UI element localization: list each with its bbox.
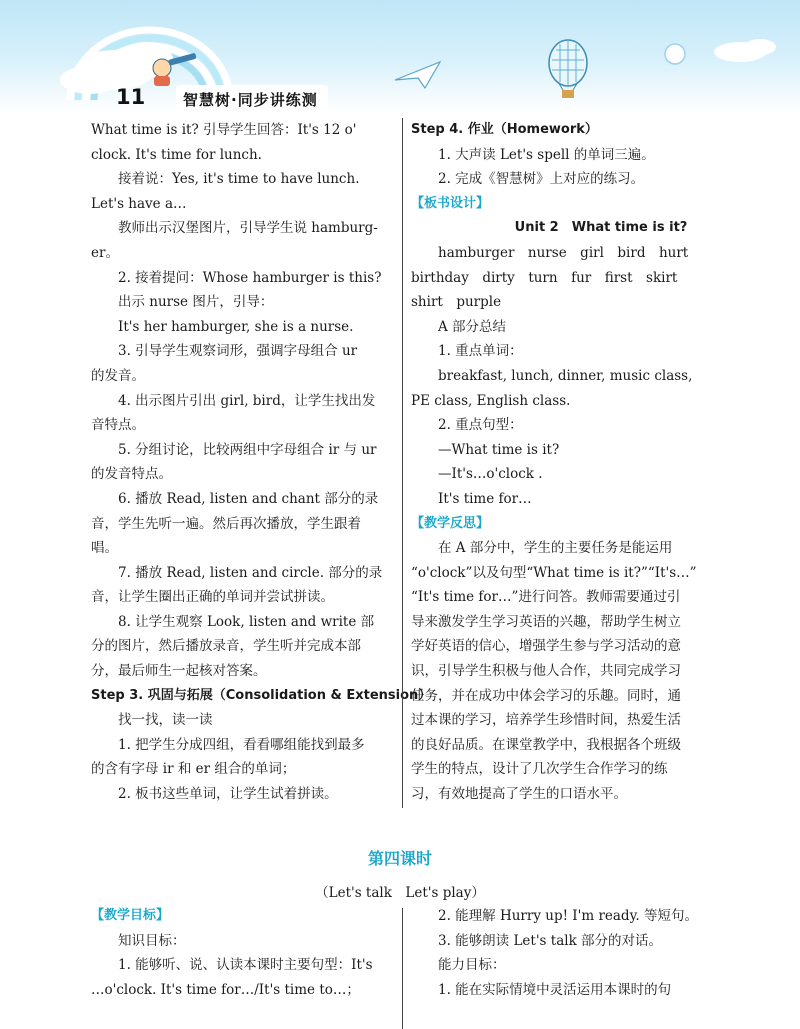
text-line: 在 A 部分中，学生的主要任务是能运用 [438,540,673,557]
text-line: 的良好品质。在课堂教学中，我根据各个班级 [411,736,681,753]
text-line: —What time is it? [438,441,560,458]
text-line: 1. 重点单词： [438,343,523,360]
text-line: What time is it? 引导学生回答：It's 12 o' [91,122,357,138]
text-line: 2. 板书这些单词，让学生试着拼读。 [118,786,338,803]
text-line: 任务，并在成功中体会学习的乐趣。同时，通 [411,687,681,704]
lesson-subtitle: （Let's talk Let's play） [315,885,485,901]
text-line: 的发音。 [91,367,145,384]
text-line: Let's have a… [91,195,187,212]
right-column [411,118,791,807]
section-tag: 【教学反思】 [411,515,490,531]
text-line: …o'clock. It's time for…/It's time to…； [91,981,360,998]
text-line: “o'clock”以及句型“What time is it?”“It's…” [411,564,697,581]
text-line: PE class, English class. [411,392,571,409]
text-line: 3. 能够朗读 Let's talk 部分的对话。 [438,932,663,949]
column-divider [402,118,403,808]
text-line: birthday dirty turn fur first skirt [411,269,678,286]
text-line: 找一找，读一读 [118,712,213,729]
text-line: 2. 重点句型： [438,417,523,434]
text-line: 的发音特点。 [91,466,172,483]
text-line: It's her hamburger, she is a nurse. [118,318,354,335]
section-tag: 【教学目标】 [91,908,170,923]
text-line: hamburger nurse girl bird hurt [438,244,689,261]
page-header [0,0,800,112]
text-line: —It's…o'clock . [438,466,543,483]
text-line: It's time for… [438,490,532,507]
text-line: 音，学生先听一遍。然后再次播放，学生跟着 [91,515,361,532]
text-line: A 部分总结 [438,318,507,335]
hot-air-balloon-illustration [549,40,587,98]
text-line: er。 [91,244,119,261]
section-heading: Unit 2 What time is it? [514,220,688,236]
text-line: 8. 让学生观察 Look, listen and write 部 [118,613,375,630]
series-title: 智慧树·同步讲练测 [183,91,318,109]
text-line: 接着说：Yes, it's time to have lunch. [118,171,360,188]
text-line: 1. 把学生分成四组，看看哪组能找到最多 [118,736,365,753]
text-line: 1. 大声读 Let's spell 的单词三遍。 [438,146,655,163]
text-line: 5. 分组讨论，比较两组中字母组合 ir 与 ur [118,441,377,458]
text-line: 过本课的学习，培养学生珍惜时间，热爱生活 [411,712,681,729]
text-line: 3. 引导学生观察词形，强调字母组合 ur [118,343,358,360]
text-line: 能力目标： [438,957,506,974]
sun-illustration [665,44,685,64]
bottom-column-divider [402,908,403,1029]
text-line: 7. 播放 Read, listen and circle. 部分的录 [118,564,383,581]
text-line: 知识目标： [118,932,186,949]
text-line: 分，最后师生一起核对答案。 [91,663,267,680]
text-line: 出示 nurse 图片，引导： [118,294,274,311]
text-line: 导来激发学生学习英语的兴趣，帮助学生树立 [411,613,681,630]
text-line: 1. 能在实际情境中灵活运用本课时的句 [438,981,672,998]
text-line: breakfast, lunch, dinner, music class, [438,367,693,384]
section-tag: 【板书设计】 [411,195,490,211]
paper-plane-illustration [395,62,440,88]
text-line: 唱。 [91,540,118,557]
text-line: 学好英语的信心，增强学生参与学习活动的意 [411,638,681,655]
section-heading: Step 3. 巩固与拓展（Consolidation & Extension） [91,687,432,703]
text-line: 2. 完成《智慧树》上对应的练习。 [438,171,645,188]
lesson-title: 第四课时 [367,849,432,868]
bottom-right-column [411,904,791,1002]
text-line: 1. 能够听、说、认读本课时主要句型：It's [118,957,373,974]
text-line: shirt purple [411,294,502,311]
section-heading: Step 4. 作业（Homework） [411,122,598,137]
text-line: 识，引导学生积极与他人合作，共同完成学习 [411,663,681,680]
page-number: 11 [116,85,146,109]
text-line: 2. 接着提问：Whose hamburger is this? [118,269,382,286]
text-line: 2. 能理解 Hurry up! I'm ready. 等短句。 [438,908,698,924]
text-line: 4. 出示图片引出 girl, bird，让学生找出发 [118,392,376,409]
text-line: 学生的特点，设计了几次学生合作学习的练 [411,761,668,778]
text-line: 分的图片，然后播放录音，学生听并完成本部 [91,638,361,655]
text-line: 音，让学生圈出正确的单词并尝试拼读。 [91,589,334,606]
text-line: 音特点。 [91,417,145,434]
text-line: clock. It's time for lunch. [91,146,262,163]
text-line: 6. 播放 Read, listen and chant 部分的录 [118,490,379,507]
text-line: 的含有字母 ir 和 er 组合的单词； [91,761,296,778]
text-line: 习，有效地提高了学生的口语水平。 [411,786,627,803]
text-line: 教师出示汉堡图片，引导学生说 hamburg- [118,220,378,237]
text-line: “It's time for…”进行问答。教师需要通过引 [411,589,681,606]
